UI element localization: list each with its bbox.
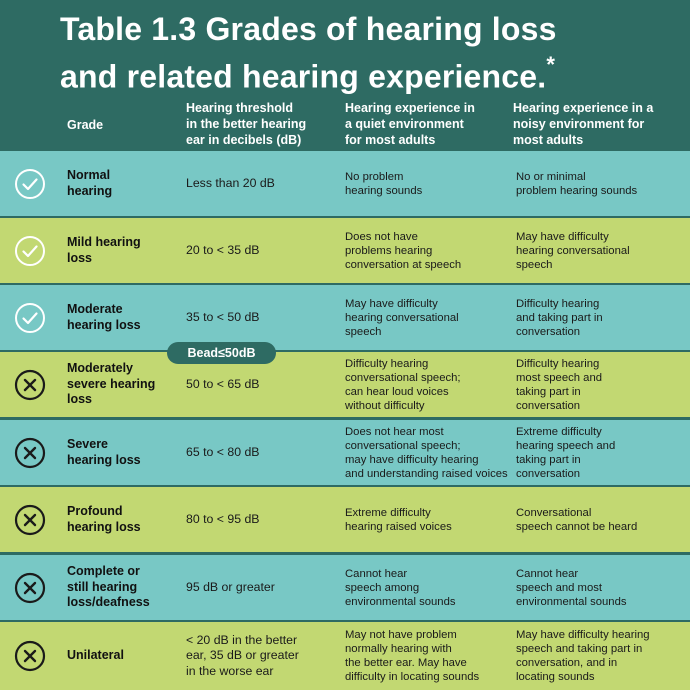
- noisy-experience: Difficulty hearing and taking part in conversation: [516, 297, 603, 338]
- quiet-experience: Does not have problems hearing conversation at speech: [345, 230, 462, 271]
- threshold-value: < 20 dB in the better ear, 35 dB or greater in the worse ear: [186, 632, 299, 678]
- noisy-experience: Difficulty hearing most speech and taking part in conversation: [516, 357, 603, 412]
- grade-label: Mild hearing loss: [67, 235, 141, 265]
- quiet-experience: No problem hearing sounds: [345, 170, 423, 197]
- quiet-experience: Difficulty hearing conversational speech; can hear loud voices without difficulty: [345, 357, 461, 412]
- quiet-experience: Does not hear most conversational speech; may have difficulty hearing and understanding raised voices: [345, 425, 508, 480]
- threshold-badge: Bead≤50dB: [167, 342, 276, 364]
- header-threshold: Hearing threshold in the better hearing ear in decibels (dB): [186, 101, 307, 147]
- grade-label: Moderate hearing loss: [67, 302, 141, 332]
- grade-label: Normal hearing: [67, 168, 113, 198]
- noisy-experience: No or minimal problem hearing sounds: [516, 170, 638, 197]
- header-quiet: Hearing experience in a quiet environment for most adults: [345, 101, 475, 147]
- threshold-value: 20 to < 35 dB: [186, 242, 260, 257]
- table-row: [0, 352, 690, 417]
- table-row: [0, 218, 690, 283]
- noisy-experience: Cannot hear speech and most environmental sounds: [516, 567, 627, 608]
- table-row: [0, 285, 690, 350]
- cross-circle-icon: [14, 504, 46, 536]
- title-line-2: and related hearing experience.: [60, 58, 547, 95]
- threshold-value: 95 dB or greater: [186, 579, 275, 594]
- table-row: [0, 555, 690, 620]
- cross-circle-icon: [14, 369, 46, 401]
- table-row: [0, 622, 690, 690]
- threshold-value: 65 to < 80 dB: [186, 444, 260, 459]
- check-circle-icon: [14, 168, 46, 200]
- grade-label: Moderately severe hearing loss: [67, 361, 156, 407]
- header-noisy: Hearing experience in a noisy environment for most adults: [513, 101, 654, 147]
- cross-circle-icon: [14, 437, 46, 469]
- quiet-experience: Cannot hear speech among environmental sounds: [345, 567, 456, 608]
- header-grade: Grade: [67, 118, 104, 132]
- table-row: [0, 151, 690, 216]
- grade-label: Severe hearing loss: [67, 437, 141, 467]
- quiet-experience: May not have problem normally hearing with the better ear. May have difficulty in locating sounds: [345, 629, 480, 683]
- threshold-value: 80 to < 95 dB: [186, 511, 260, 526]
- check-circle-icon: [14, 302, 46, 334]
- threshold-value: 35 to < 50 dB: [186, 309, 260, 324]
- table-row: [0, 487, 690, 552]
- quiet-experience: Extreme difficulty hearing raised voices: [345, 506, 452, 533]
- noisy-experience: Conversational speech cannot be heard: [516, 506, 638, 533]
- noisy-experience: May have difficulty hearing conversational speech: [516, 230, 630, 271]
- threshold-value: 50 to < 65 dB: [186, 376, 260, 391]
- check-circle-icon: [14, 235, 46, 267]
- threshold-value: Less than 20 dB: [186, 175, 275, 190]
- title-footnote-marker: *: [546, 52, 556, 77]
- grade-label: Complete or still hearing loss/deafness: [67, 564, 150, 610]
- noisy-experience: Extreme difficulty hearing speech and taking part in conversation: [516, 425, 616, 480]
- quiet-experience: May have difficulty hearing conversational speech: [345, 297, 459, 338]
- page-title: [60, 10, 680, 97]
- noisy-experience: May have difficulty hearing speech and taking part in conversation, and in locating sounds: [516, 629, 650, 683]
- cross-circle-icon: [14, 640, 46, 672]
- grade-label: Profound hearing loss: [67, 504, 141, 534]
- grade-label: Unilateral: [67, 648, 124, 663]
- title-line-1: Table 1.3 Grades of hearing loss: [60, 11, 557, 47]
- cross-circle-icon: [14, 572, 46, 604]
- table-row: [0, 420, 690, 485]
